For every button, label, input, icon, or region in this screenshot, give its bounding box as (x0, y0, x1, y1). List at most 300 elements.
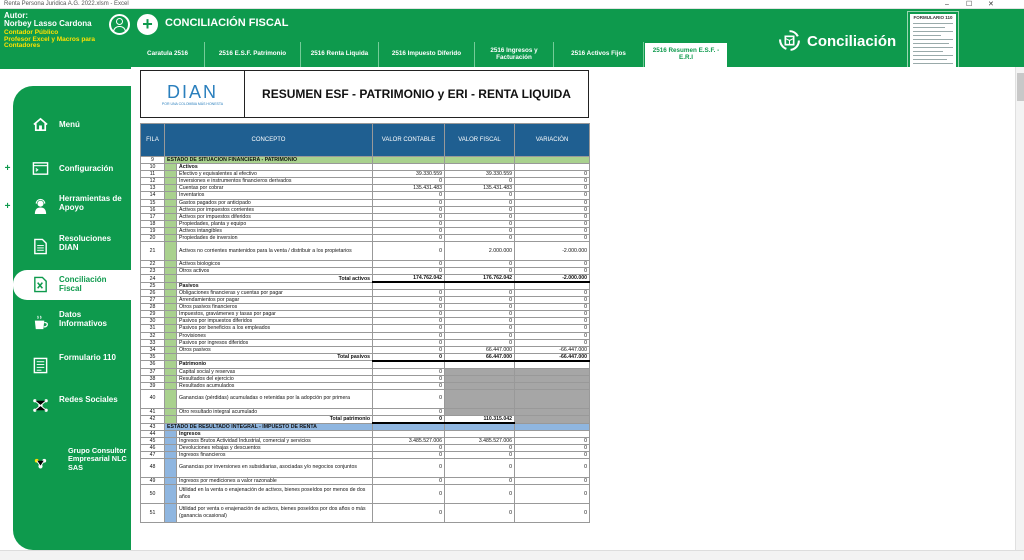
row-number[interactable]: 22 (141, 261, 165, 268)
concepto-cell[interactable]: Activos no corrientes mantenidos para la venta / distribuir a los propietarios (177, 242, 373, 261)
valor-fiscal-cell[interactable]: 0 (445, 199, 515, 206)
valor-fiscal-cell[interactable]: 0 (445, 304, 515, 311)
variacion-cell[interactable]: 0 (515, 171, 590, 178)
valor-contable-cell[interactable]: 0 (373, 382, 445, 389)
concepto-cell[interactable]: Obligaciones financieras y cuentas por pagar (177, 290, 373, 297)
valor-contable-cell[interactable]: 0 (373, 332, 445, 339)
valor-contable-cell[interactable]: 0 (373, 261, 445, 268)
valor-contable-cell[interactable]: 0 (373, 415, 445, 423)
row-number[interactable]: 40 (141, 389, 165, 408)
indent-cell[interactable] (165, 178, 177, 185)
indent-cell[interactable] (165, 415, 177, 423)
indent-cell[interactable] (165, 437, 177, 444)
indent-cell[interactable] (165, 504, 177, 523)
concepto-cell[interactable]: Activos intangibles (177, 227, 373, 234)
valor-fiscal-cell[interactable]: 3.485.527.006 (445, 437, 515, 444)
indent-cell[interactable] (165, 375, 177, 382)
variacion-cell[interactable] (515, 361, 590, 368)
concepto-cell[interactable]: Pasivos por beneficios a los empleados (177, 325, 373, 332)
sidebar-item-2[interactable] (13, 194, 131, 220)
indent-cell[interactable] (165, 227, 177, 234)
valor-fiscal-cell[interactable] (445, 282, 515, 289)
valor-fiscal-cell[interactable]: 110.315.042 (445, 415, 515, 423)
subsection-title[interactable]: Activos (177, 164, 373, 171)
sidebar-item-label: Grupo Consultor Empresarial NLC SAS (68, 446, 127, 472)
variacion-cell[interactable] (515, 157, 590, 164)
subsection-title[interactable]: Pasivos (177, 282, 373, 289)
valor-contable-cell[interactable] (373, 282, 445, 289)
valor-contable-cell[interactable]: 0 (373, 451, 445, 458)
indent-cell[interactable] (165, 268, 177, 275)
indent-cell[interactable] (165, 275, 177, 283)
subsection-title[interactable]: Ingresos (177, 430, 373, 437)
sidebar-item-7[interactable] (13, 395, 131, 417)
concepto-cell[interactable]: Ingresos financieros (177, 451, 373, 458)
user-icon[interactable] (109, 14, 130, 35)
table-row (141, 504, 590, 523)
expand-plus-icon[interactable]: + (2, 202, 13, 213)
indent-cell[interactable] (165, 325, 177, 332)
section-title[interactable]: ESTADO DE SITUACION FINANCIERA - PATRIMONIO (165, 157, 373, 164)
variacion-cell[interactable] (515, 282, 590, 289)
variacion-cell[interactable]: 0 (515, 304, 590, 311)
indent-cell[interactable] (165, 332, 177, 339)
valor-fiscal-cell[interactable] (445, 389, 515, 408)
valor-contable-cell[interactable]: 0 (373, 389, 445, 408)
sidebar-item-4[interactable] (13, 270, 131, 300)
concepto-cell[interactable]: Activos biologicos (177, 261, 373, 268)
valor-contable-cell[interactable]: 0 (373, 458, 445, 477)
indent-cell[interactable] (165, 368, 177, 375)
group-logo-icon (32, 456, 49, 474)
concepto-cell[interactable]: Devoluciones rebajas y descuentos (177, 444, 373, 451)
indent-cell[interactable] (165, 477, 177, 484)
valor-contable-cell[interactable]: 0 (373, 318, 445, 325)
row-number[interactable]: 16 (141, 206, 165, 213)
variacion-cell[interactable]: 0 (515, 206, 590, 213)
variacion-cell[interactable]: -66.447.000 (515, 353, 590, 361)
table-row (141, 213, 590, 220)
valor-fiscal-cell[interactable]: 0 (445, 485, 515, 504)
variacion-cell[interactable]: 0 (515, 332, 590, 339)
valor-fiscal-cell[interactable]: 0 (445, 290, 515, 297)
valor-contable-cell[interactable]: 0 (373, 408, 445, 415)
row-number[interactable]: 50 (141, 485, 165, 504)
variacion-cell[interactable]: -2.000.000 (515, 275, 590, 283)
indent-cell[interactable] (165, 430, 177, 437)
variacion-cell[interactable] (515, 408, 590, 415)
concepto-cell[interactable]: Ingresos Brutos Actividad Industrial, comercial y servicios (177, 437, 373, 444)
row-number[interactable]: 9 (141, 157, 165, 164)
table-row (141, 325, 590, 332)
variacion-cell[interactable] (515, 382, 590, 389)
variacion-cell[interactable]: 0 (515, 297, 590, 304)
valor-contable-cell[interactable]: 0 (373, 444, 445, 451)
variacion-cell[interactable]: 0 (515, 504, 590, 523)
row-number[interactable]: 14 (141, 192, 165, 199)
indent-cell[interactable] (165, 235, 177, 242)
valor-contable-cell[interactable]: 0 (373, 213, 445, 220)
valor-contable-cell[interactable] (373, 430, 445, 437)
vertical-scrollbar[interactable] (1015, 67, 1024, 550)
tab-3[interactable]: 2516 Impuesto Diferido (379, 42, 475, 67)
valor-fiscal-cell[interactable] (445, 164, 515, 171)
variacion-cell[interactable]: 0 (515, 268, 590, 275)
spreadsheet-area[interactable] (131, 67, 1024, 550)
variacion-cell[interactable]: 0 (515, 437, 590, 444)
variacion-cell[interactable]: 0 (515, 213, 590, 220)
section-title[interactable]: ESTADO DE RESULTADO INTEGRAL - IMPUESTO DE RENTA (165, 423, 373, 430)
row-number[interactable]: 29 (141, 311, 165, 318)
tab-5[interactable]: 2516 Activos Fijos (554, 42, 644, 67)
concepto-cell[interactable]: Ganancias (pérdidas) acumuladas o retenidas por la adopción por primera (177, 389, 373, 408)
indent-cell[interactable] (165, 346, 177, 353)
table-row (141, 220, 590, 227)
sidebar-item-3[interactable] (13, 234, 131, 260)
variacion-cell[interactable] (515, 375, 590, 382)
valor-contable-cell[interactable]: 0 (373, 235, 445, 242)
concepto-cell[interactable]: Activos por impuestos corrientes (177, 206, 373, 213)
scrollbar-thumb[interactable] (1017, 73, 1024, 101)
concepto-cell[interactable]: Otros pasivos financieros (177, 304, 373, 311)
table-row (141, 408, 590, 415)
row-number[interactable]: 44 (141, 430, 165, 437)
valor-contable-cell[interactable] (373, 361, 445, 368)
row-number[interactable]: 24 (141, 275, 165, 283)
indent-cell[interactable] (165, 408, 177, 415)
variacion-cell[interactable]: -2.000.000 (515, 242, 590, 261)
close-button[interactable]: ✕ (988, 1, 994, 8)
concepto-cell[interactable]: Ingresos por mediciones a valor razonable (177, 477, 373, 484)
indent-cell[interactable] (165, 220, 177, 227)
row-number[interactable]: 21 (141, 242, 165, 261)
valor-contable-cell[interactable]: 0 (373, 227, 445, 234)
row-number[interactable]: 17 (141, 213, 165, 220)
concepto-cell[interactable]: Capital social y reservas (177, 368, 373, 375)
concepto-cell[interactable]: Gastos pagados por anticipado (177, 199, 373, 206)
valor-fiscal-cell[interactable]: 2.000.000 (445, 242, 515, 261)
concepto-cell[interactable]: Cuentas por cobrar (177, 185, 373, 192)
valor-fiscal-cell[interactable]: 0 (445, 213, 515, 220)
valor-contable-cell[interactable]: 0 (373, 346, 445, 353)
total-label[interactable]: Total patrimonio (177, 415, 373, 423)
table-row (141, 206, 590, 213)
concepto-cell[interactable]: Activos por impuestos diferidos (177, 213, 373, 220)
valor-contable-cell[interactable]: 3.485.527.006 (373, 437, 445, 444)
table-row (141, 451, 590, 458)
variacion-cell[interactable]: 0 (515, 477, 590, 484)
valor-fiscal-cell[interactable]: 0 (445, 206, 515, 213)
concepto-cell[interactable]: Impuestos, gravámenes y tasas por pagar (177, 311, 373, 318)
concepto-cell[interactable]: Otros activos (177, 268, 373, 275)
valor-contable-cell[interactable]: 39.330.559 (373, 171, 445, 178)
concepto-cell[interactable]: Efectivo y equivalentes al efectivo (177, 171, 373, 178)
valor-contable-cell[interactable]: 0 (373, 178, 445, 185)
variacion-cell[interactable]: 0 (515, 485, 590, 504)
variacion-cell[interactable]: 0 (515, 325, 590, 332)
indent-cell[interactable] (165, 451, 177, 458)
row-number[interactable]: 26 (141, 290, 165, 297)
valor-fiscal-cell[interactable] (445, 368, 515, 375)
row-number[interactable]: 46 (141, 444, 165, 451)
valor-contable-cell[interactable]: 0 (373, 220, 445, 227)
valor-contable-cell[interactable]: 0 (373, 192, 445, 199)
valor-contable-cell[interactable] (373, 157, 445, 164)
variacion-cell[interactable]: 0 (515, 444, 590, 451)
concepto-cell[interactable]: Pasivos por ingresos diferidos (177, 339, 373, 346)
total-label[interactable]: Total activos (177, 275, 373, 283)
valor-fiscal-cell[interactable]: 0 (445, 444, 515, 451)
concepto-cell[interactable]: Resultados acumulados (177, 382, 373, 389)
valor-fiscal-cell[interactable]: 135.431.483 (445, 185, 515, 192)
valor-contable-cell[interactable]: 0 (373, 504, 445, 523)
indent-cell[interactable] (165, 444, 177, 451)
concepto-cell[interactable]: Arrendamientos por pagar (177, 297, 373, 304)
valor-fiscal-cell[interactable] (445, 408, 515, 415)
valor-fiscal-cell[interactable]: 0 (445, 451, 515, 458)
variacion-cell[interactable]: 0 (515, 339, 590, 346)
indent-cell[interactable] (165, 297, 177, 304)
variacion-cell[interactable]: 0 (515, 185, 590, 192)
valor-contable-cell[interactable]: 0 (373, 242, 445, 261)
sidebar-item-label: Resoluciones DIAN (59, 234, 112, 253)
variacion-cell[interactable]: 0 (515, 318, 590, 325)
concepto-cell[interactable]: Pasivos por impuestos diferidos (177, 318, 373, 325)
valor-fiscal-cell[interactable]: 0 (445, 332, 515, 339)
valor-fiscal-cell[interactable] (445, 375, 515, 382)
variacion-cell[interactable] (515, 423, 590, 430)
variacion-cell[interactable]: 0 (515, 458, 590, 477)
row-number[interactable]: 30 (141, 318, 165, 325)
valor-contable-cell[interactable] (373, 164, 445, 171)
row-number[interactable]: 20 (141, 235, 165, 242)
valor-fiscal-cell[interactable]: 0 (445, 318, 515, 325)
indent-cell[interactable] (165, 339, 177, 346)
row-number[interactable]: 11 (141, 171, 165, 178)
valor-fiscal-cell[interactable]: 0 (445, 297, 515, 304)
row-number[interactable]: 51 (141, 504, 165, 523)
valor-fiscal-cell[interactable]: 0 (445, 268, 515, 275)
sidebar-item-0[interactable] (13, 116, 131, 134)
column-header-fila: FILA (141, 124, 165, 157)
valor-fiscal-cell[interactable] (445, 157, 515, 164)
sidebar-item-label: Datos Informativos (59, 310, 108, 329)
tab-4[interactable]: 2516 Ingresos y Facturación (475, 42, 554, 67)
variacion-cell[interactable]: -66.447.000 (515, 346, 590, 353)
valor-contable-cell[interactable]: 0 (373, 311, 445, 318)
indent-cell[interactable] (165, 311, 177, 318)
row-number[interactable]: 13 (141, 185, 165, 192)
valor-fiscal-cell[interactable]: 0 (445, 311, 515, 318)
valor-contable-cell[interactable]: 0 (373, 368, 445, 375)
valor-contable-cell[interactable]: 0 (373, 375, 445, 382)
valor-fiscal-cell[interactable]: 66.447.000 (445, 353, 515, 361)
valor-fiscal-cell[interactable]: 66.447.000 (445, 346, 515, 353)
total-label[interactable]: Total pasivos (177, 353, 373, 361)
recycle-box-icon (777, 28, 802, 53)
row-number[interactable]: 38 (141, 375, 165, 382)
concepto-cell[interactable]: Utilidad en la venta o enajenación de activos, bienes poseídos por menos de dos años (177, 485, 373, 504)
table-row (141, 290, 590, 297)
variacion-cell[interactable] (515, 164, 590, 171)
valor-contable-cell[interactable]: 0 (373, 477, 445, 484)
valor-contable-cell[interactable]: 0 (373, 485, 445, 504)
valor-fiscal-cell[interactable] (445, 361, 515, 368)
valor-fiscal-cell[interactable]: 176.762.042 (445, 275, 515, 283)
variacion-cell[interactable]: 0 (515, 311, 590, 318)
concepto-cell[interactable]: Provisiones (177, 332, 373, 339)
valor-contable-cell[interactable]: 0 (373, 339, 445, 346)
row-number[interactable]: 34 (141, 346, 165, 353)
variacion-cell[interactable]: 0 (515, 235, 590, 242)
row-number[interactable]: 39 (141, 382, 165, 389)
variacion-cell[interactable]: 0 (515, 261, 590, 268)
indent-cell[interactable] (165, 242, 177, 261)
valor-fiscal-cell[interactable]: 0 (445, 220, 515, 227)
row-number[interactable]: 27 (141, 297, 165, 304)
valor-fiscal-cell[interactable]: 0 (445, 477, 515, 484)
tab-0[interactable]: Caratula 2516 (131, 42, 205, 67)
row-number[interactable]: 31 (141, 325, 165, 332)
variacion-cell[interactable] (515, 415, 590, 423)
row-number[interactable]: 36 (141, 361, 165, 368)
indent-cell[interactable] (165, 213, 177, 220)
sidebar-item-6[interactable] (13, 353, 131, 379)
row-number[interactable]: 35 (141, 353, 165, 361)
table-row (141, 164, 590, 171)
indent-cell[interactable] (165, 282, 177, 289)
variacion-cell[interactable]: 0 (515, 451, 590, 458)
indent-cell[interactable] (165, 206, 177, 213)
valor-fiscal-cell[interactable]: 0 (445, 325, 515, 332)
valor-contable-cell[interactable]: 0 (373, 268, 445, 275)
indent-cell[interactable] (165, 382, 177, 389)
row-number[interactable]: 49 (141, 477, 165, 484)
tab-1[interactable]: 2516 E.S.F. Patrimonio (205, 42, 301, 67)
concepto-cell[interactable]: Inversiones e instrumentos financieros derivados (177, 178, 373, 185)
indent-cell[interactable] (165, 485, 177, 504)
summary-table (140, 123, 590, 523)
concepto-cell[interactable]: Otro resultado integral acumulado (177, 408, 373, 415)
indent-cell[interactable] (165, 171, 177, 178)
valor-contable-cell[interactable] (373, 423, 445, 430)
valor-fiscal-cell[interactable]: 0 (445, 339, 515, 346)
row-number[interactable]: 32 (141, 332, 165, 339)
indent-cell[interactable] (165, 199, 177, 206)
valor-fiscal-cell[interactable]: 0 (445, 458, 515, 477)
variacion-cell[interactable] (515, 430, 590, 437)
variacion-cell[interactable] (515, 368, 590, 375)
concepto-cell[interactable]: Ganancias por inversiones en subsidiarias, asociadas y/o negocios conjuntos (177, 458, 373, 477)
indent-cell[interactable] (165, 261, 177, 268)
minimize-button[interactable]: – (945, 1, 949, 8)
concepto-cell[interactable]: Otros pasivos (177, 346, 373, 353)
valor-contable-cell[interactable]: 174.762.042 (373, 275, 445, 283)
plus-circle-icon[interactable]: + (137, 14, 158, 35)
row-number[interactable]: 48 (141, 458, 165, 477)
row-number[interactable]: 10 (141, 164, 165, 171)
row-number[interactable]: 19 (141, 227, 165, 234)
valor-contable-cell[interactable]: 0 (373, 325, 445, 332)
concepto-cell[interactable]: Inventarios (177, 192, 373, 199)
valor-fiscal-cell[interactable]: 0 (445, 261, 515, 268)
row-number[interactable]: 12 (141, 178, 165, 185)
valor-fiscal-cell[interactable]: 0 (445, 227, 515, 234)
concepto-cell[interactable]: Propiedades, planta y equipo (177, 220, 373, 227)
maximize-button[interactable]: ☐ (966, 1, 973, 8)
variacion-cell[interactable] (515, 389, 590, 408)
row-number[interactable]: 33 (141, 339, 165, 346)
indent-cell[interactable] (165, 185, 177, 192)
valor-fiscal-cell[interactable]: 0 (445, 192, 515, 199)
valor-fiscal-cell[interactable] (445, 423, 515, 430)
valor-contable-cell[interactable]: 0 (373, 304, 445, 311)
row-number[interactable]: 15 (141, 199, 165, 206)
row-number[interactable]: 25 (141, 282, 165, 289)
valor-fiscal-cell[interactable]: 0 (445, 504, 515, 523)
table-row (141, 415, 590, 423)
valor-fiscal-cell[interactable]: 39.330.559 (445, 171, 515, 178)
valor-fiscal-cell[interactable]: 0 (445, 235, 515, 242)
subsection-title[interactable]: Patrimonio (177, 361, 373, 368)
row-number[interactable]: 47 (141, 451, 165, 458)
variacion-cell[interactable]: 0 (515, 290, 590, 297)
sidebar-item-1[interactable] (13, 160, 131, 178)
valor-contable-cell[interactable]: 0 (373, 353, 445, 361)
row-number[interactable]: 41 (141, 408, 165, 415)
row-number[interactable]: 42 (141, 415, 165, 423)
indent-cell[interactable] (165, 290, 177, 297)
indent-cell[interactable] (165, 389, 177, 408)
variacion-cell[interactable]: 0 (515, 178, 590, 185)
concepto-cell[interactable]: Resultados del ejercicio (177, 375, 373, 382)
indent-cell[interactable] (165, 353, 177, 361)
indent-cell[interactable] (165, 164, 177, 171)
tab-2[interactable]: 2516 Renta Liquida (301, 42, 379, 67)
valor-contable-cell[interactable]: 0 (373, 206, 445, 213)
variacion-cell[interactable]: 0 (515, 220, 590, 227)
sidebar-item-5[interactable] (13, 310, 131, 336)
tab-6[interactable]: 2516 Resumen E.S.F. - E.R.I (644, 42, 728, 67)
valor-contable-cell[interactable]: 0 (373, 290, 445, 297)
valor-fiscal-cell[interactable] (445, 382, 515, 389)
concepto-cell[interactable]: Propiedades de inversion (177, 235, 373, 242)
indent-cell[interactable] (165, 192, 177, 199)
row-number[interactable]: 43 (141, 423, 165, 430)
valor-fiscal-cell[interactable]: 0 (445, 178, 515, 185)
expand-plus-icon[interactable]: + (2, 164, 13, 175)
variacion-cell[interactable]: 0 (515, 192, 590, 199)
row-number[interactable]: 28 (141, 304, 165, 311)
row-number[interactable]: 18 (141, 220, 165, 227)
indent-cell[interactable] (165, 361, 177, 368)
variacion-cell[interactable]: 0 (515, 227, 590, 234)
row-number[interactable]: 23 (141, 268, 165, 275)
valor-fiscal-cell[interactable] (445, 430, 515, 437)
variacion-cell[interactable]: 0 (515, 199, 590, 206)
concepto-cell[interactable]: Utilidad por venta o enajenación de activos, bienes poseídos por dos años o más (ganancia ocasional) (177, 504, 373, 523)
sidebar-item-8[interactable] (13, 445, 131, 485)
row-number[interactable]: 45 (141, 437, 165, 444)
valor-contable-cell[interactable]: 0 (373, 199, 445, 206)
valor-contable-cell[interactable]: 135.431.483 (373, 185, 445, 192)
coffee-icon (32, 314, 49, 332)
indent-cell[interactable] (165, 304, 177, 311)
valor-contable-cell[interactable]: 0 (373, 297, 445, 304)
indent-cell[interactable] (165, 458, 177, 477)
indent-cell[interactable] (165, 318, 177, 325)
row-number[interactable]: 37 (141, 368, 165, 375)
